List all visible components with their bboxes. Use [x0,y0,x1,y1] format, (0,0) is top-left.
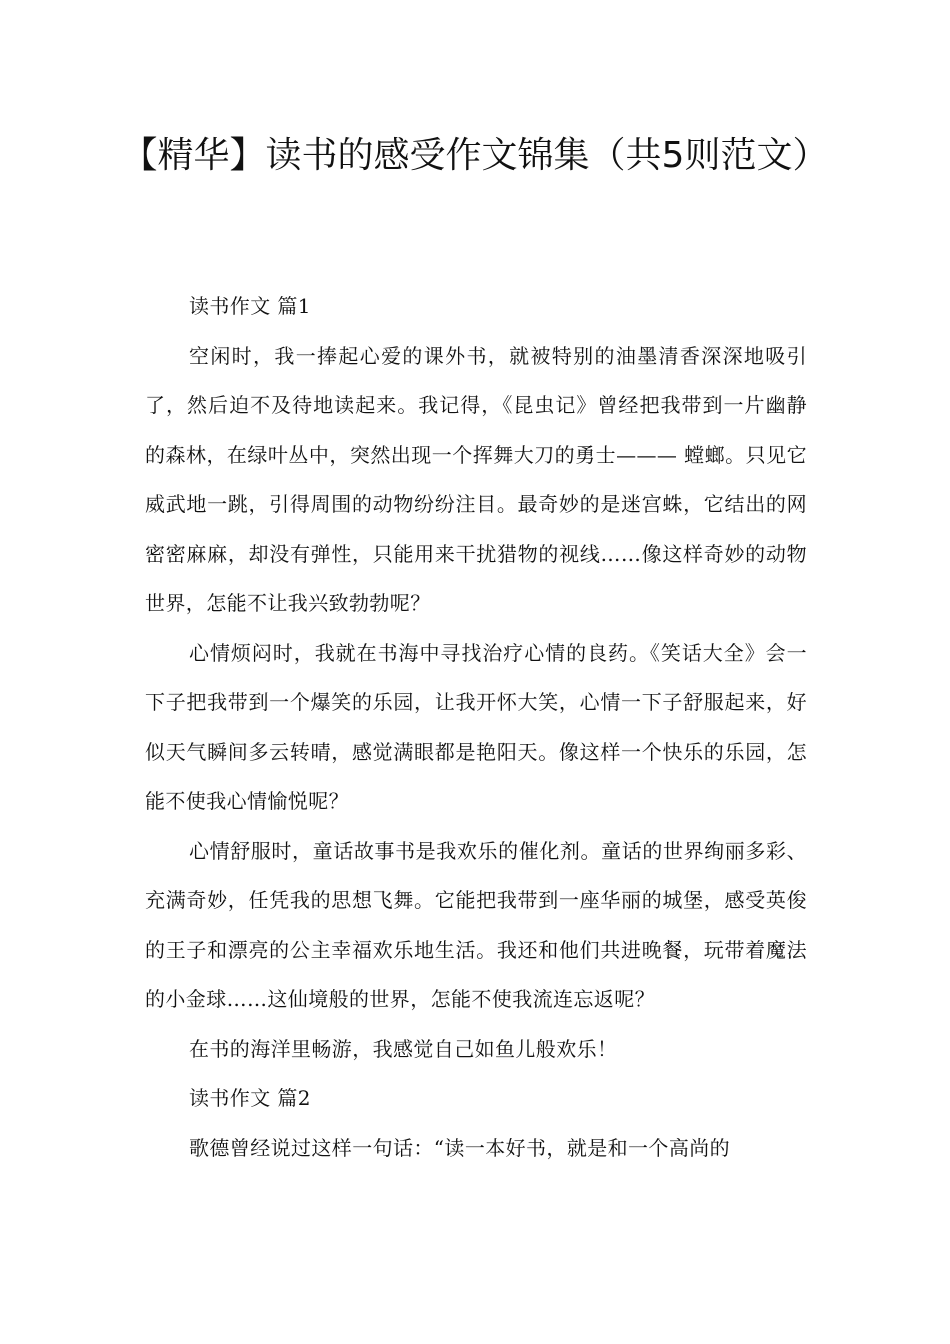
paragraph: 歌德曾经说过这样一句话：“读一本好书，就是和一个高尚的 [189,1135,731,1160]
paragraph: 在书的海洋里畅游，我感觉自己如鱼儿般欢乐！ [189,1036,618,1061]
section-heading: 读书作文 篇2 [189,1086,311,1110]
paragraph: 心情烦闷时，我就在书海中寻找治疗心情的良药。《笑话大全》会一下子把我带到一个爆笑的乐园，让我开怀大笑，心情一下子舒服起来，好似天气瞬间多云转晴，感觉满眼都是艳阳天。像这样一个快乐的乐园，怎能不使我心情愉悦呢？ [145,640,807,813]
section-heading: 读书作文 篇1 [189,294,311,318]
paragraph: 空闲时，我一捧起心爱的课外书，就被特别的油墨清香深深地吸引了，然后迫不及待地读起来。我记得，《昆虫记》曾经把我带到一片幽静的森林，在绿叶丛中，突然出现一个挥舞大刀的勇士——— 螳螂。只见它威武地一跳，引得周围的动物纷纷注目。最奇妙的是迷宫蛛，它结出的网密密麻麻，却没有弹性，只能用来干扰猎物的视线……像这样奇妙的动物世界，怎能不让我兴致勃勃呢？ [145,343,807,615]
paragraph: 心情舒服时，童话故事书是我欢乐的催化剂。童话的世界绚丽多彩、充满奇妙，任凭我的思想飞舞。它能把我带到一座华丽的城堡，感受英俊的王子和漂亮的公主幸福欢乐地生活。我还和他们共进晚餐，玩带着魔法的小金球……这仙境般的世界，怎能不使我流连忘返呢？ [145,838,807,1011]
document-body [145,282,807,1173]
document-title: 【精华】读书的感受作文锦集（共5则范文） [121,135,829,176]
